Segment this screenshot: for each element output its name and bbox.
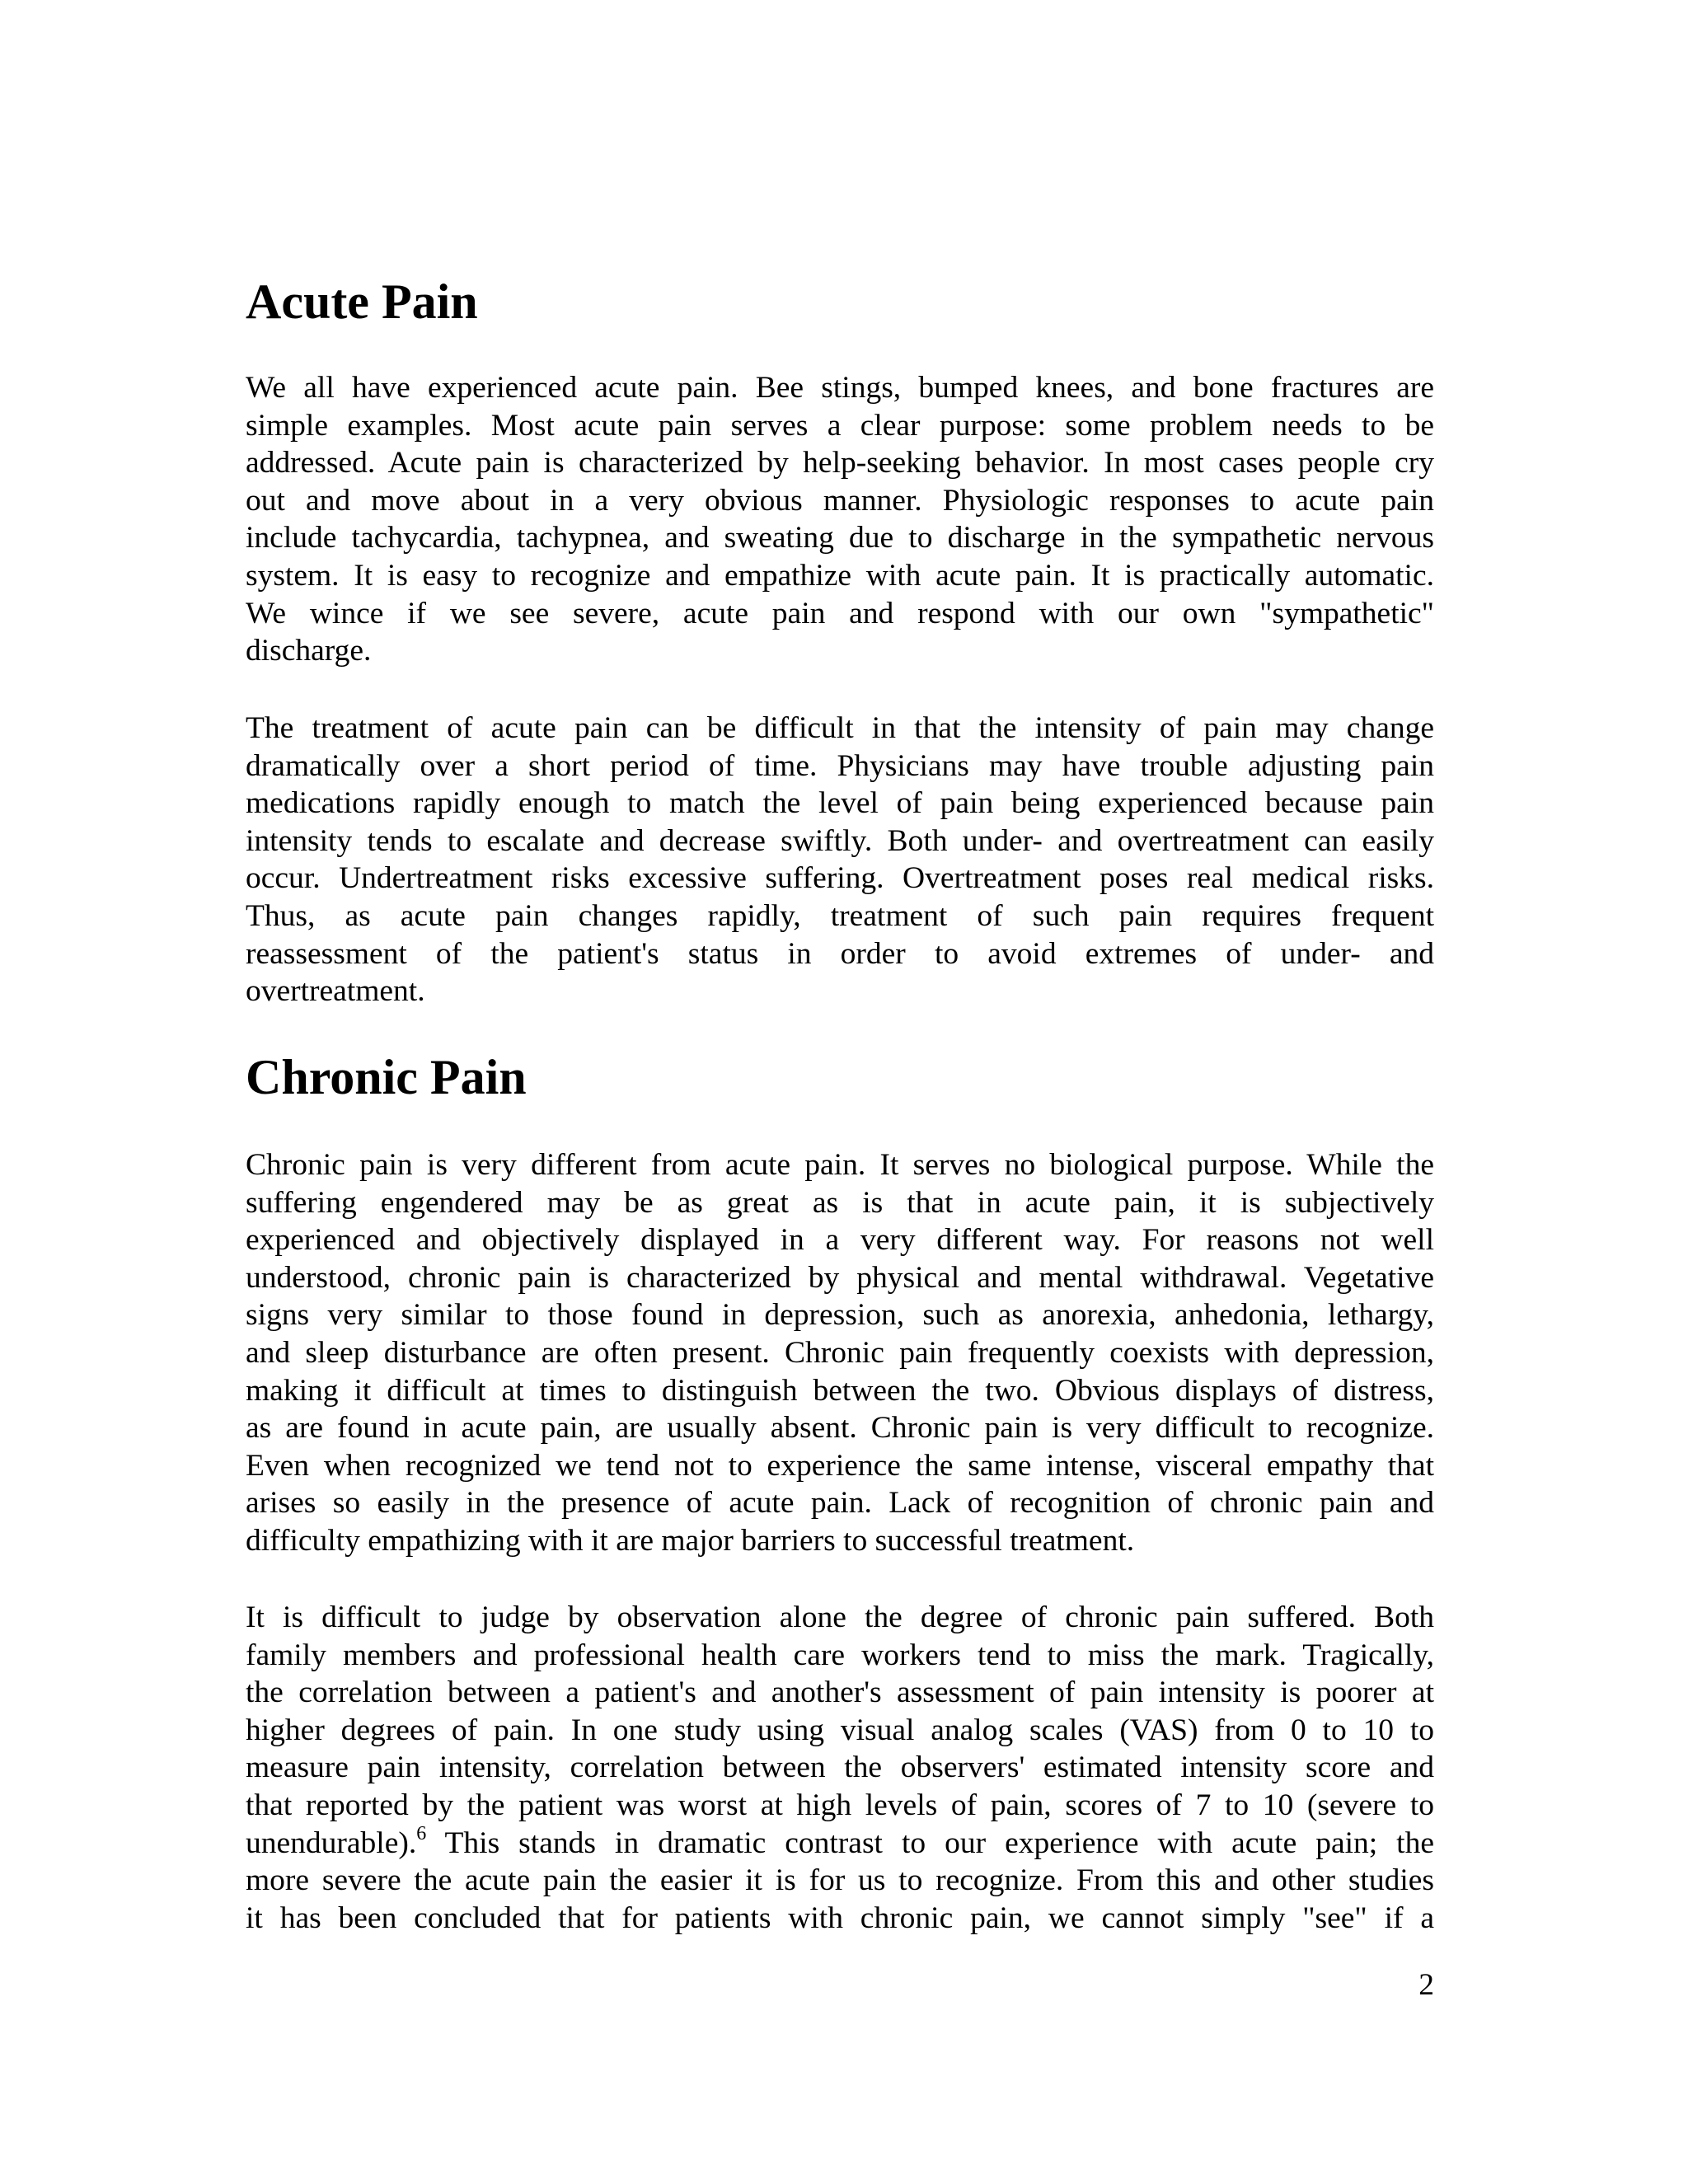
text-line: understood, chronic pain is characterized by physical and mental withdrawal. Vegetative (246, 1260, 1434, 1295)
text-line: overtreatment. (246, 974, 425, 1009)
text-line-with-footnote (246, 1822, 1434, 1863)
heading-acute-pain: Acute Pain (246, 274, 478, 329)
text-line: suffering engendered may be as great as is that in acute pain, it is subjectively (246, 1185, 1434, 1220)
text-line: It is difficult to judge by observation alone the degree of chronic pain suffered. Both (246, 1601, 1434, 1634)
text-line: more severe the acute pain the easier it is for us to recognize. From this and other studies (246, 1863, 1434, 1898)
text-line: We wince if we see severe, acute pain and respond with our own "sympathetic" (246, 596, 1434, 630)
text-line: Even when recognized we tend not to experience the same intense, visceral empathy that (246, 1448, 1434, 1483)
text-fragment: unendurable). (246, 1825, 417, 1860)
text-line: Chronic pain is very different from acute pain. It serves no biological purpose. While the (246, 1148, 1434, 1182)
text-line: Thus, as acute pain changes rapidly, treatment of such pain requires frequent (246, 898, 1434, 933)
text-line: and sleep disturbance are often present. Chronic pain frequently coexists with depression, (246, 1335, 1434, 1370)
text-line: higher degrees of pain. In one study using visual analog scales (VAS) from 0 to 10 to (246, 1713, 1434, 1747)
text-line: We all have experienced acute pain. Bee stings, bumped knees, and bone fractures are (246, 371, 1434, 405)
text-line: system. It is easy to recognize and empathize with acute pain. It is practically automatic. (246, 558, 1434, 593)
text-line: dramatically over a short period of time. Physicians may have trouble adjusting pain (246, 748, 1434, 783)
paragraph-acute-2 (246, 710, 1434, 1010)
text-line: the correlation between a patient's and another's assessment of pain intensity is poorer at (246, 1675, 1434, 1710)
text-line: simple examples. Most acute pain serves a clear purpose: some problem needs to be (246, 408, 1434, 443)
text-line: that reported by the patient was worst at high levels of pain, scores of 7 to 10 (severe to (246, 1788, 1434, 1822)
text-line: The treatment of acute pain can be difficult in that the intensity of pain may change (246, 711, 1434, 745)
text-line: difficulty empathizing with it are major barriers to successful treatment. (246, 1523, 1135, 1558)
text-line: arises so easily in the presence of acute pain. Lack of recognition of chronic pain and (246, 1486, 1434, 1521)
text-line: signs very similar to those found in depression, such as anorexia, anhedonia, lethargy, (246, 1298, 1434, 1333)
text-line: as are found in acute pain, are usually absent. Chronic pain is very difficult to recognize. (246, 1411, 1434, 1446)
paragraph-chronic-2 (246, 1599, 1434, 1937)
text-line: out and move about in a very obvious manner. Physiologic responses to acute pain (246, 483, 1434, 518)
heading-chronic-pain: Chronic Pain (246, 1050, 527, 1104)
text-line: measure pain intensity, correlation between the observers' estimated intensity score and (246, 1750, 1434, 1785)
text-line: experienced and objectively displayed in a very different way. For reasons not well (246, 1223, 1434, 1258)
paragraph-chronic-1 (246, 1146, 1434, 1560)
text-line: family members and professional health care workers tend to miss the mark. Tragically, (246, 1638, 1434, 1672)
text-line: medications rapidly enough to match the level of pain being experienced because pain (246, 786, 1434, 821)
text-fragment: This stands in dramatic contrast to our experience with acute pain; the (426, 1825, 1434, 1860)
text-line: occur. Undertreatment risks excessive suffering. Overtreatment poses real medical risks. (246, 861, 1434, 896)
page-number: 2 (1418, 1968, 1434, 2002)
text-line: it has been concluded that for patients with chronic pain, we cannot simply "see" if a (246, 1900, 1434, 1935)
text-line: making it difficult at times to distinguish between the two. Obvious displays of distress, (246, 1373, 1434, 1408)
text-line: include tachycardia, tachypnea, and sweating due to discharge in the sympathetic nervous (246, 521, 1434, 555)
footnote-reference: 6 (416, 1822, 427, 1844)
document-page (246, 0, 1434, 2184)
text-line: addressed. Acute pain is characterized by help-seeking behavior. In most cases people cry (246, 446, 1434, 480)
paragraph-acute-1 (246, 369, 1434, 670)
text-line: reassessment of the patient's status in order to avoid extremes of under- and (246, 936, 1434, 971)
text-line: intensity tends to escalate and decrease swiftly. Both under- and overtreatment can easily (246, 823, 1434, 858)
text-line: discharge. (246, 634, 372, 668)
